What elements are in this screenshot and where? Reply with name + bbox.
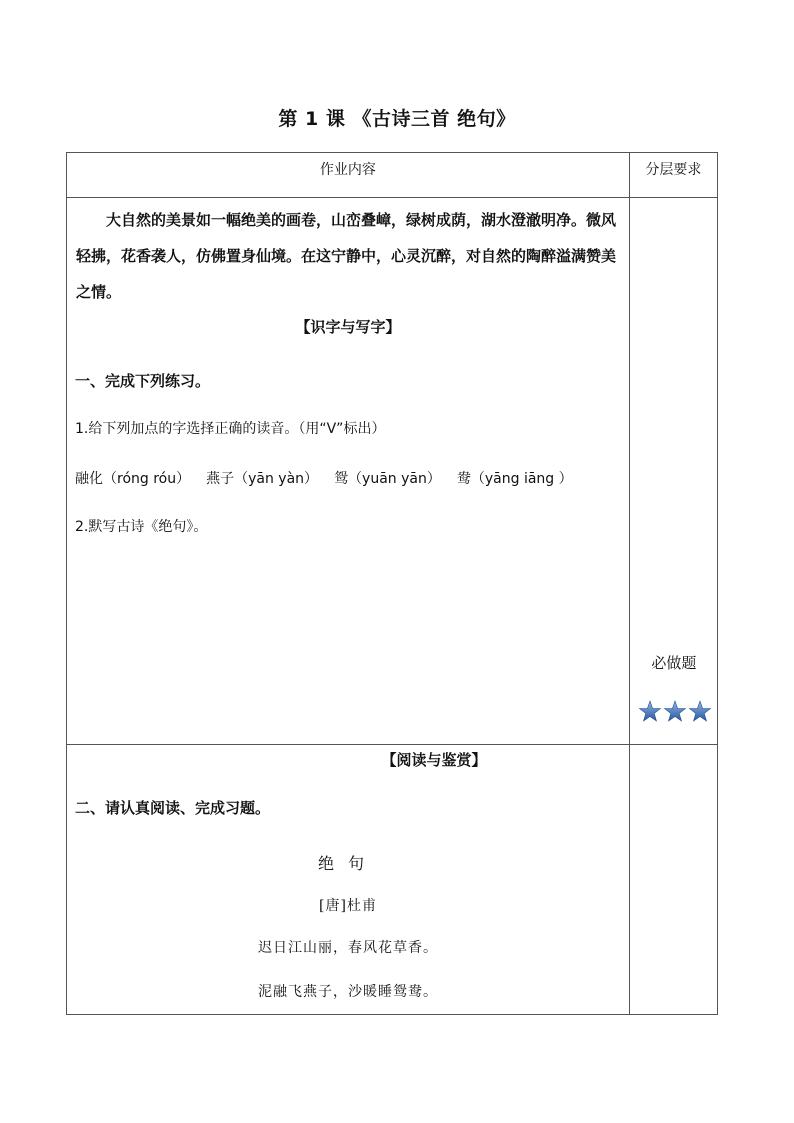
poem-author: [唐]杜甫 [319, 898, 377, 914]
pinyin-option[interactable]: 鸳（yuān yān） [334, 471, 441, 487]
header-content-cell [67, 153, 630, 198]
star-icon [689, 701, 710, 721]
item-dictation: 2.默写古诗《绝句》。 [75, 519, 208, 535]
level-cell [629, 198, 717, 745]
literacy-content-cell [67, 198, 630, 745]
header-level-cell [629, 153, 717, 198]
question-one-heading: 一、完成下列练习。 [75, 372, 211, 390]
pinyin-option[interactable]: 燕子（yān yàn） [206, 471, 319, 487]
section-heading-literacy: 【识字与写字】 [295, 318, 401, 336]
reading-row [67, 745, 718, 1015]
table-header-row [67, 153, 718, 198]
poem-line: 迟日江山丽，春风花草香。 [258, 940, 438, 956]
section-heading-reading: 【阅读与鉴赏】 [381, 751, 487, 769]
pinyin-options-row [75, 468, 589, 488]
required-label: 必做题 [651, 654, 697, 672]
question-two-heading: 二、请认真阅读、完成习题。 [75, 799, 271, 817]
star-icon [664, 701, 685, 721]
difficulty-stars [638, 698, 712, 728]
page-title: 第 1 课 《古诗三首 绝句》 [278, 108, 516, 130]
reading-content-cell [67, 745, 630, 1015]
reading-level-cell [629, 745, 717, 1015]
intro-paragraph: 大自然的美景如一幅绝美的画卷，山峦叠嶂，绿树成荫，湖水澄澈明净。微风轻拂，花香袭人，仿佛置身仙境。在这宁静中，心灵沉醉，对自然的陶醉溢满赞美之情。 [76, 211, 617, 301]
poem-line: 泥融飞燕子，沙暖睡鸳鸯。 [258, 984, 438, 1000]
literacy-row [67, 198, 718, 745]
pinyin-option[interactable]: 鸯（yāng iāng ） [456, 471, 573, 487]
worksheet-table [66, 152, 718, 1015]
pinyin-option[interactable]: 融化（róng róu） [75, 471, 191, 487]
poem-title: 绝句 [317, 854, 378, 873]
header-level-label: 分层要求 [645, 162, 702, 178]
star-icon [639, 701, 660, 721]
header-content-label: 作业内容 [319, 162, 376, 178]
item-pronunciation: 1.给下列加点的字选择正确的读音。（用“V”标出） [75, 421, 386, 437]
